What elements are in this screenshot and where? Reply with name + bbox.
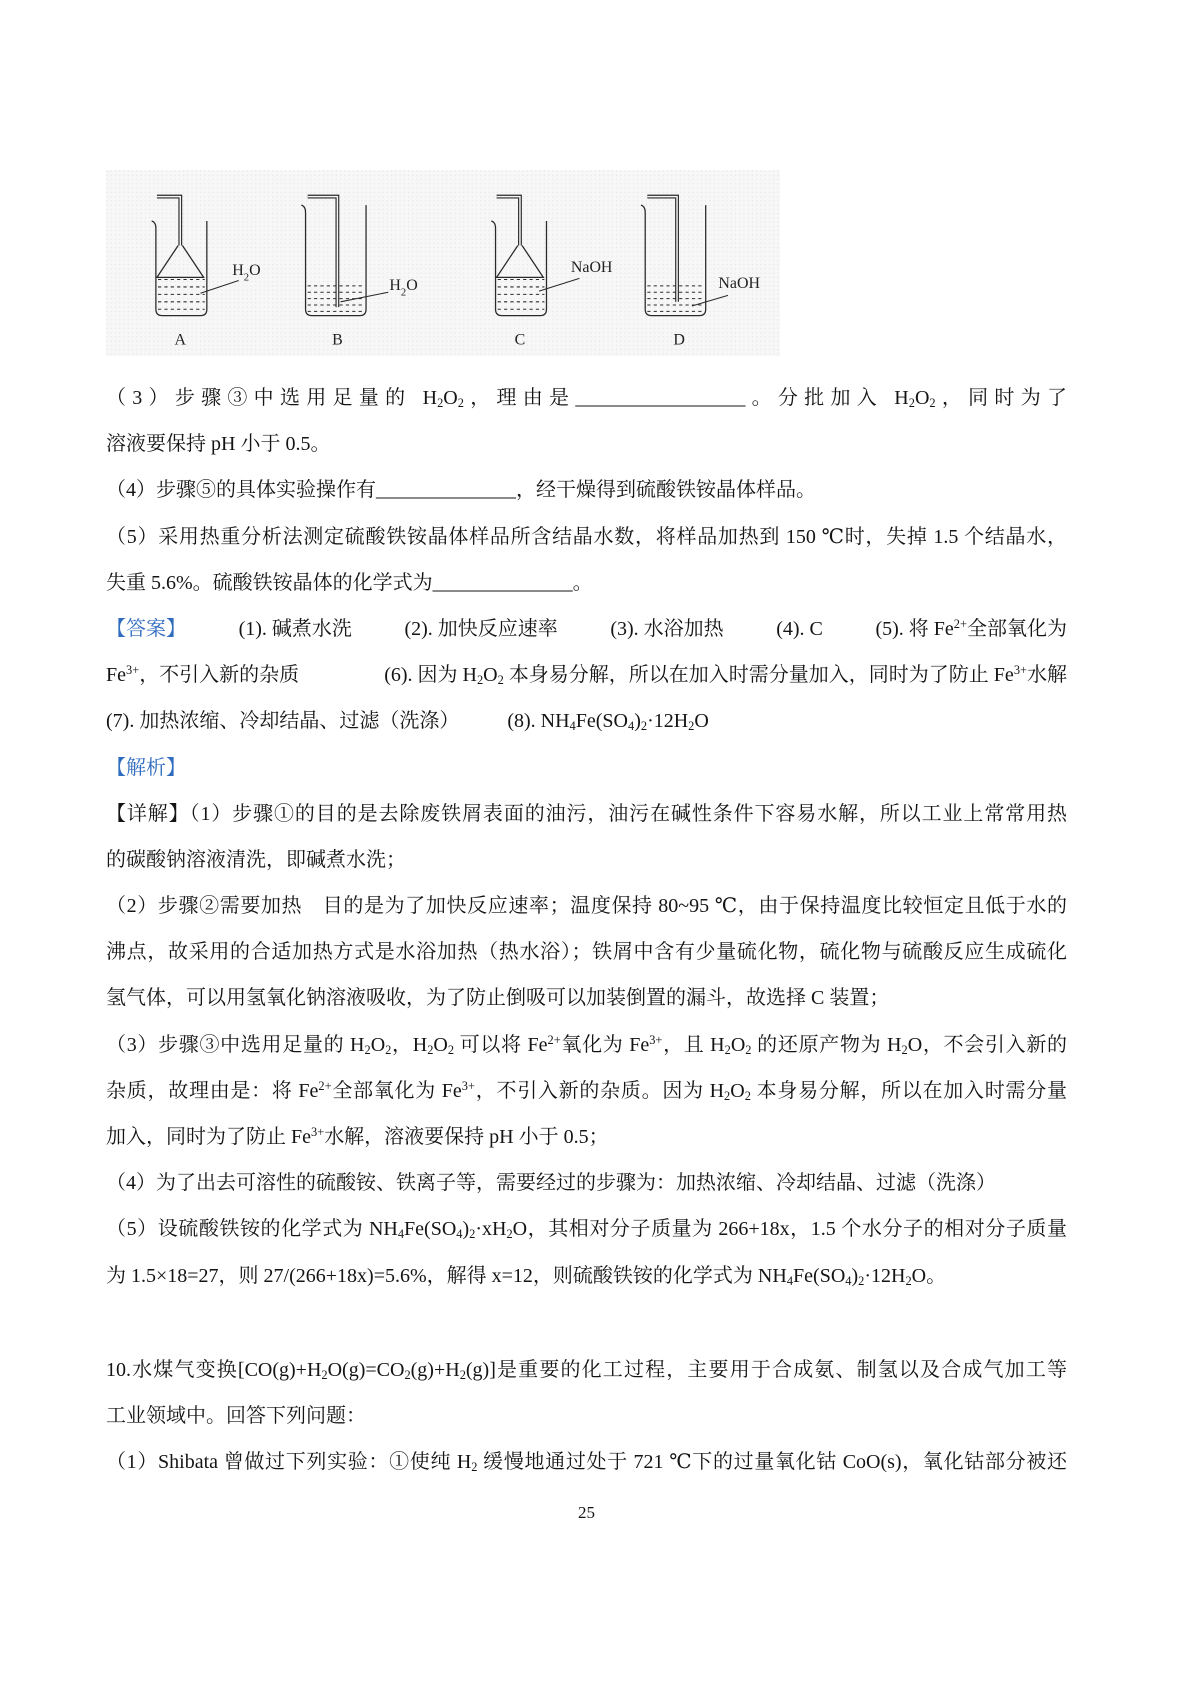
q5-prompt-line (106, 514, 1067, 560)
option-label: C (514, 331, 526, 349)
line-item (106, 803, 1067, 825)
text-run: (2). 加快反应速率 (404, 617, 558, 640)
text-run: O，不会引入新的 (907, 1033, 1067, 1056)
subscript: 2 (858, 1273, 865, 1288)
subscript: 2 (364, 1042, 371, 1057)
detail-line (106, 1206, 1067, 1252)
text-run: O (370, 1033, 386, 1056)
superscript: 2+ (953, 617, 967, 632)
subscript: 2 (321, 1367, 328, 1382)
line-item (106, 1034, 1067, 1056)
text-run: (3). 水浴加热 (610, 617, 724, 640)
line-item (610, 606, 723, 652)
line-item (106, 652, 299, 698)
text-run: 沸点，故采用的合适加热方式是水浴加热（热水浴）；铁屑中含有少量硫化物，硫化物与硫酸反应生成硫化 (106, 941, 1067, 964)
text-run: ) (462, 1218, 470, 1241)
superscript: 3+ (126, 663, 140, 678)
text-run: 失重 5.6%。硫酸铁铵晶体的化学式为______________。 (106, 571, 593, 594)
page-number: 25 (578, 1503, 595, 1522)
text-run: 10.水煤气变换[CO(g)+H (106, 1358, 322, 1381)
subscript: 4 (569, 719, 576, 734)
subscript: 2 (447, 1042, 455, 1057)
text-run: 水解 (1027, 664, 1067, 687)
subscript: 4 (845, 1273, 852, 1288)
text-run: （3）步骤③中选用足量的 H (106, 387, 438, 409)
subscript: 2 (745, 1042, 752, 1057)
text-run: 的还原产物为 H (751, 1033, 902, 1056)
superscript: 3+ (1013, 663, 1027, 678)
text-run: 全部氧化为 (966, 617, 1067, 640)
line-item (384, 652, 1067, 698)
text-run: 为 1.5×18=27，则 27/(266+18x)=5.6%，解得 x=12，则硫酸铁铵的化学式为 NH (106, 1264, 787, 1287)
line-item (106, 606, 186, 652)
superscript: 3+ (649, 1032, 663, 1047)
answer-line-1 (106, 606, 1067, 652)
text-run: 水解，溶液要保持 pH 小于 0.5； (324, 1126, 609, 1148)
detail-line (106, 791, 1067, 837)
option-label: A (174, 331, 187, 349)
question-10-line (106, 1347, 1067, 1393)
line-item (106, 1359, 1067, 1381)
text-run: ，同时为了 (935, 387, 1067, 409)
option-label: B (332, 331, 343, 349)
line-item (106, 1451, 1067, 1473)
subscript: 2 (908, 396, 915, 411)
text-run: （3）步骤③中选用足量的 H (106, 1033, 365, 1056)
answer-line-2 (106, 652, 1067, 698)
subscript: 2 (459, 1367, 466, 1382)
option-label: D (673, 331, 685, 349)
subscript: 4 (627, 719, 635, 734)
line-item (106, 987, 889, 1009)
superscript: 2+ (547, 1032, 561, 1047)
text-run: (5). 将 Fe (875, 617, 954, 640)
text-run: （5）采用热重分析法测定硫酸铁铵晶体样品所含结晶水数，将样品加热到 150 ℃时，失掉 1.5 个结晶水， (106, 525, 1067, 548)
text-run: Fe(SO (404, 1218, 457, 1241)
text-run: O，其相对分子质量为 266+18x，1.5 个水分子的相对分子质量 (512, 1218, 1067, 1241)
subscript: 2 (724, 1042, 731, 1057)
subscript: 2 (404, 1367, 411, 1382)
text-run: 【详解】（1）步骤①的目的是去除废铁屑表面的油污，油污在碱性条件下容易水解，所以工业上常常用热 (106, 802, 1067, 825)
text-run: ，理由是_________________。分批加入 H (463, 387, 909, 409)
subscript: 2 (497, 673, 504, 688)
line-item (106, 1080, 1067, 1102)
text-run: 工业领域中。回答下列问题： (106, 1404, 366, 1427)
subscript: 4 (786, 1273, 794, 1288)
text-run: 可以将 Fe (454, 1033, 548, 1056)
text-run: (4). C (776, 617, 823, 640)
detail-line (106, 1068, 1067, 1114)
text-run: ，不引入新的杂质。因为 H (474, 1079, 725, 1102)
text-run: O (914, 387, 930, 409)
superscript: 3+ (461, 1079, 475, 1093)
text-run: 氧化为 Fe (560, 1033, 650, 1056)
line-item (106, 1172, 996, 1194)
text-run: ·xH (475, 1218, 507, 1241)
text-run: （1）Shibata 曾做过下列实验：①使纯 H (106, 1450, 472, 1473)
reagent-label: $H_2O$ (389, 277, 418, 299)
text-run: 杂质，故理由是：将 Fe (106, 1079, 319, 1102)
line-item (404, 606, 557, 652)
subscript: 2 (929, 396, 936, 411)
superscript: 3+ (311, 1125, 325, 1140)
text-run: （5）设硫酸铁铵的化学式为 NH (106, 1218, 398, 1241)
text-run: ，且 H (662, 1033, 725, 1056)
text-run: Fe(SO (793, 1264, 846, 1287)
reagent-label: NaOH (570, 259, 613, 277)
text-run: 溶液要保持 pH 小于 0.5。 (106, 433, 331, 456)
q4-prompt-line (106, 467, 1067, 513)
subscript: 2 (744, 1088, 751, 1103)
detail-line (106, 1160, 1067, 1206)
analysis-heading (106, 745, 1067, 791)
line-item (507, 698, 709, 744)
subscript: 2 (901, 1042, 908, 1057)
text-run: 加入，同时为了防止 Fe (106, 1126, 311, 1148)
text-run: ·12H (647, 710, 689, 733)
subscript: 2 (385, 1042, 392, 1057)
text-run: (7). 加热浓缩、冷却结晶、过滤（洗涤） (106, 710, 460, 733)
text-run: 本身易分解，所以在加入时需分量 (750, 1079, 1067, 1102)
line-item (776, 606, 823, 652)
text-run: 的碳酸钠溶液清洗，即碱煮水洗； (106, 848, 406, 871)
section-tag: 【解析】 (106, 756, 186, 779)
subscript: 2 (724, 1088, 731, 1103)
text-run: ，H (391, 1033, 428, 1056)
text-run: 缓慢地通过处于 721 ℃下的过量氧化钴 CoO(s)，氧化钴部分被还 (477, 1450, 1067, 1473)
text-run: ) (851, 1264, 859, 1287)
question-10-line (106, 1439, 1067, 1485)
text-run: （4）步骤⑤的具体实验操作有______________，经干燥得到硫酸铁铵晶体样品。 (106, 479, 816, 502)
text-run: 氢气体，可以用氢氧化钠溶液吸收，为了防止倒吸可以加装倒置的漏斗，故选择 C 装置； (106, 987, 890, 1010)
detail-line (106, 1253, 1067, 1299)
text-run: (1). 碱煮水洗 (238, 617, 352, 640)
text-run: O。 (911, 1264, 947, 1287)
text-run: O (730, 1033, 746, 1056)
line-item (106, 526, 1067, 548)
text-run: O (433, 1033, 448, 1056)
subscript: 2 (471, 1460, 478, 1475)
subscript: 2 (427, 1042, 434, 1057)
answer-line-3 (106, 698, 1067, 744)
detail-line (106, 1022, 1067, 1068)
text-run: O (443, 387, 458, 409)
detail-line (106, 837, 1067, 883)
subscript: 2 (506, 1227, 513, 1242)
text-run: (g)]是重要的化工过程，主要用于合成氨、制氢以及合成气加工等 (465, 1358, 1067, 1381)
line-item (106, 1265, 946, 1287)
q5-prompt-line-2 (106, 560, 1067, 606)
reagent-label: NaOH (718, 274, 760, 292)
text-run: (g)+H (410, 1358, 460, 1381)
line-item (106, 849, 406, 871)
subscript: 2 (469, 1227, 476, 1242)
text-run: （4）为了出去可溶性的硫酸铵、铁离子等，需要经过的步骤为：加热浓缩、冷却结晶、过滤（洗涤） (106, 1172, 996, 1195)
line-item (106, 572, 593, 594)
line-item (106, 895, 1067, 917)
text-run: O (694, 710, 709, 733)
detail-line (106, 883, 1067, 929)
line-item (239, 606, 352, 652)
subscript: 4 (397, 1227, 405, 1242)
body-text (106, 375, 1067, 1485)
q3-prompt-line-2 (106, 421, 1067, 467)
text-run: （2）步骤②需要加热 目的是为了加快反应速率；温度保持 80~95 ℃，由于保持温度比较恒定且低于水的 (106, 895, 1067, 918)
question-10-line (106, 1393, 1067, 1439)
reagent-label: $H_2O$ (232, 262, 261, 284)
line-item (106, 757, 186, 779)
subscript: 4 (456, 1227, 463, 1242)
line-item (875, 606, 1067, 652)
subscript: 2 (688, 719, 695, 734)
apparatus-figure (106, 170, 780, 356)
subscript: 2 (640, 719, 648, 734)
section-tag: 【答案】 (106, 617, 186, 640)
text-run: ·12H (864, 1264, 906, 1287)
detail-line (106, 929, 1067, 975)
q3-prompt-line (106, 375, 1067, 421)
subscript: 2 (457, 396, 464, 411)
text-run: O (483, 664, 498, 687)
subscript: 2 (905, 1273, 912, 1288)
line-item (106, 698, 459, 744)
text-run: 本身易分解，所以在加入时需分量加入，同时为了防止 Fe (503, 664, 1014, 687)
text-run: O(g)=CO (327, 1358, 405, 1381)
line-item (106, 1126, 609, 1148)
text-run: Fe (106, 664, 126, 687)
text-run: ) (634, 710, 641, 733)
line-item (106, 1405, 366, 1427)
detail-line (106, 1114, 1067, 1160)
line-item (106, 433, 330, 455)
line-item (106, 479, 816, 501)
text-run: ，不引入新的杂质 (139, 664, 300, 687)
text-run: 全部氧化为 Fe (331, 1079, 462, 1102)
superscript: 2+ (318, 1079, 332, 1093)
detail-line (106, 975, 1067, 1021)
text-run: (8). NH (507, 710, 570, 733)
line-item (106, 941, 1067, 963)
line-item (106, 387, 1067, 421)
line-item (106, 1218, 1067, 1240)
subscript: 2 (437, 396, 444, 411)
text-run: Fe(SO (575, 710, 628, 733)
subscript: 2 (476, 673, 484, 688)
text-run: (6). 因为 H (384, 664, 477, 687)
text-run: O (730, 1079, 745, 1102)
